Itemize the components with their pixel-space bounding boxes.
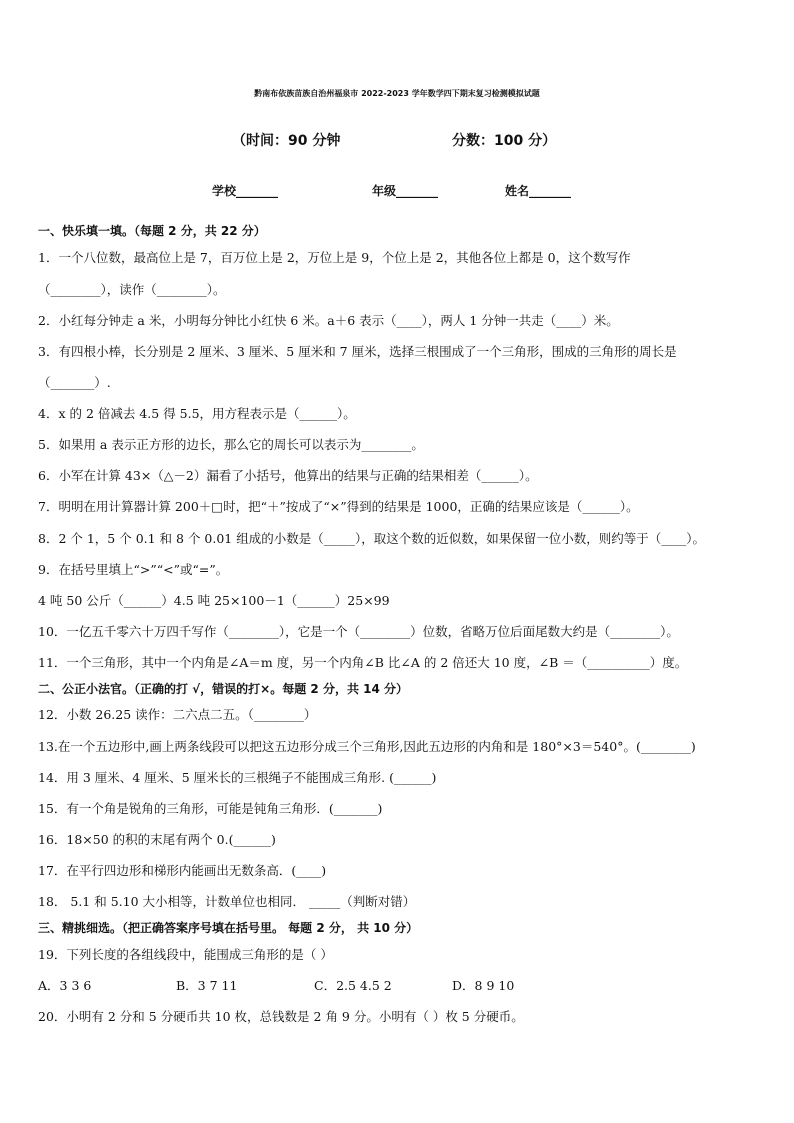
question-6: 6．小军在计算 43×（△－2）漏看了小括号，他算出的结果与正确的结果相差（______）。 [38, 468, 538, 483]
question-19: 19．下列长度的各组线段中，能围成三角形的是（ ） [38, 947, 333, 962]
question-3-answer: （_______）. [38, 375, 111, 390]
question-12: 12．小数 26.25 读作：二六点二五。（________） [38, 707, 317, 722]
question-8: 8．2 个 1，5 个 0.1 和 8 个 0.01 组成的小数是（_____），取这个数的近似数，如果保留一位小数，则约等于（____）。 [38, 531, 705, 546]
question-10: 10．一亿五千零六十万四千写作（________），它是一个（________）位数，省略万位后面尾数大约是（________）。 [38, 624, 679, 639]
question-17: 17．在平行四边形和梯形内能画出无数条高．(____) [38, 863, 327, 878]
question-4: 4．x 的 2 倍减去 4.5 得 5.5，用方程表示是（______）。 [38, 406, 356, 421]
question-5: 5．如果用 a 表示正方形的边长，那么它的周长可以表示为________。 [38, 437, 424, 452]
question-16: 16．18×50 的积的末尾有两个 0.(______) [38, 832, 276, 847]
school-field[interactable]: 学校_______ [212, 184, 279, 198]
question-13: 13.在一个五边形中,画上两条线段可以把这五边形分成三个三角形,因此五边形的内角和是 180°×3＝540°。(________) [38, 739, 696, 754]
exam-time: （时间：90 分钟 [232, 133, 341, 149]
question-1: 1．一个八位数，最高位上是 7，百万位上是 2，万位上是 9，个位上是 2，其他各位上都是 0，这个数写作 [38, 250, 631, 265]
question-20: 20．小明有 2 分和 5 分硬币共 10 枚，总钱数是 2 角 9 分。小明有（ ）枚 5 分硬币。 [38, 1009, 524, 1024]
question-19-option-b: B．3 7 11 [176, 978, 238, 993]
exam-title: 黔南布依族苗族自治州福泉市 2022-2023 学年数学四下期末复习检测模拟试题 [254, 89, 540, 98]
name-field[interactable]: 姓名_______ [505, 184, 572, 198]
question-19-option-c: C．2.5 4.5 2 [314, 978, 392, 993]
section-2-heading: 二、公正小法官。（正确的打 √，错误的打×。每题 2 分，共 14 分） [38, 682, 408, 696]
question-18: 18． 5.1 和 5.10 大小相等，计数单位也相同． _____（判断对错） [38, 894, 416, 909]
question-7: 7．明明在用计算器计算 200＋□时，把“＋”按成了“×”得到的结果是 1000，正确的结果应该是（______）。 [38, 499, 639, 514]
question-11: 11．一个三角形，其中一个内角是∠A＝m 度，另一个内角∠B 比∠A 的 2 倍还大 10 度，∠B ＝（__________）度。 [38, 655, 688, 670]
question-2: 2．小红每分钟走 a 米，小明每分钟比小红快 6 米。a＋6 表示（____），两人 1 分钟一共走（____）米。 [38, 313, 619, 328]
question-3: 3．有四根小棒，长分别是 2 厘米、3 厘米、5 厘米和 7 厘米，选择三根围成了一个三角形，围成的三角形的周长是 [38, 344, 677, 359]
question-9: 9．在括号里填上“>”“<”或“=”。 [38, 562, 229, 577]
exam-score: 分数：100 分） [452, 133, 557, 149]
question-19-option-d: D．8 9 10 [452, 978, 515, 993]
question-1-answer: （________），读作（________）。 [38, 282, 226, 297]
question-19-option-a: A．3 3 6 [38, 978, 92, 993]
question-14: 14．用 3 厘米、4 厘米、5 厘米长的三根绳子不能围成三角形. (______) [38, 770, 437, 785]
grade-field[interactable]: 年级_______ [372, 184, 439, 198]
section-1-heading: 一、快乐填一填。（每题 2 分，共 22 分） [38, 224, 266, 238]
section-3-heading: 三、精挑细选。（把正确答案序号填在括号里。 每题 2 分， 共 10 分） [38, 921, 419, 935]
question-9-items: 4 吨 50 公斤（______）4.5 吨 25×100－1（______）25×99 [38, 593, 390, 608]
question-15: 15．有一个角是锐角的三角形，可能是钝角三角形．(_______) [38, 801, 383, 816]
